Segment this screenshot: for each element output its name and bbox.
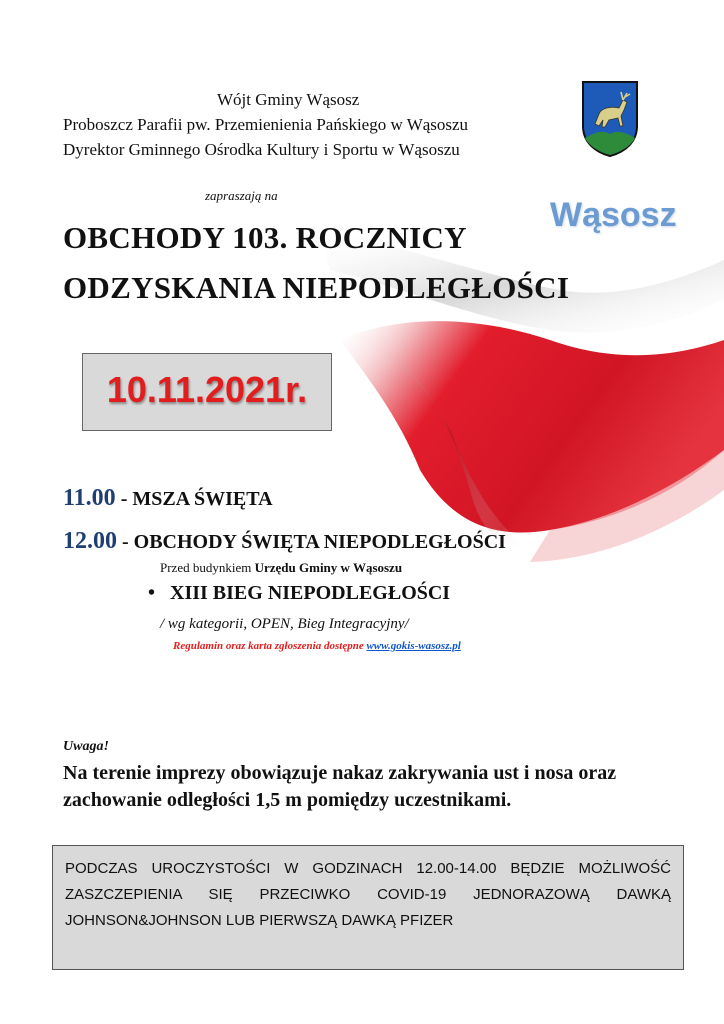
bullet-icon: • — [148, 582, 156, 604]
location-line — [160, 560, 402, 576]
page-title-line-1: OBCHODY 103. ROCZNICY — [63, 220, 467, 255]
run-item — [148, 582, 450, 605]
location-prefix: Przed budynkiem — [160, 560, 255, 575]
vaccination-box — [52, 845, 684, 970]
page-title-line-2: ODZYSKANIA NIEPODLEGŁOŚCI — [63, 270, 570, 305]
organizer-line-1: Wójt Gminy Wąsosz — [217, 90, 360, 109]
organizer-line-2: Proboszcz Parafii pw. Przemienienia Pańskiego w Wąsoszu — [63, 115, 469, 134]
run-title: XIII BIEG NIEPODLEGŁOŚCI — [170, 582, 451, 604]
date-box — [82, 353, 332, 431]
organizer-line-3: Dyrektor Gminnego Ośrodka Kultury i Sportu w Wąsoszu — [63, 140, 460, 159]
town-name: Wąsosz — [550, 196, 677, 234]
vaccination-text: PODCZAS UROCZYSTOŚCI W GODZINACH 12.00-14.00 BĘDZIE MOŻLIWOŚĆ ZASZCZEPIENIA SIĘ PRZECIWKO COVID-19 JEDNORAZOWĄ DAWKĄ JOHNSON&JOHNSON LUB PIERWSZĄ DAWKĄ PFIZER — [65, 860, 671, 929]
schedule-item-2 — [63, 528, 506, 555]
regulations-text: Regulamin oraz karta zgłoszenia dostępne — [173, 640, 367, 652]
schedule-label-2: - OBCHODY ŚWIĘTA NIEPODLEGŁOŚCI — [117, 531, 506, 553]
coat-of-arms-deer-icon — [581, 80, 639, 158]
notice-heading: Uwaga! — [63, 739, 109, 754]
regulations-line — [173, 640, 461, 652]
invite-text: zapraszają na — [205, 188, 278, 203]
website-link[interactable]: www.gokis-wasosz.pl — [366, 640, 461, 652]
notice-line-2: zachowanie odległości 1,5 m pomiędzy uczestnikami. — [63, 789, 512, 811]
location-place: Urzędu Gminy w Wąsoszu — [254, 560, 403, 575]
schedule-time-2: 12.00 — [63, 528, 117, 554]
schedule-time-1: 11.00 — [63, 485, 116, 511]
schedule-label-1: - MSZA ŚWIĘTA — [115, 488, 273, 510]
event-date: 10.11.2021r. — [106, 369, 308, 410]
notice-line-1: Na terenie imprezy obowiązuje nakaz zakrywania ust i nosa oraz — [63, 762, 617, 784]
run-categories: / wg kategorii, OPEN, Bieg Integracyjny/ — [160, 616, 409, 632]
schedule-item-1 — [63, 485, 273, 512]
